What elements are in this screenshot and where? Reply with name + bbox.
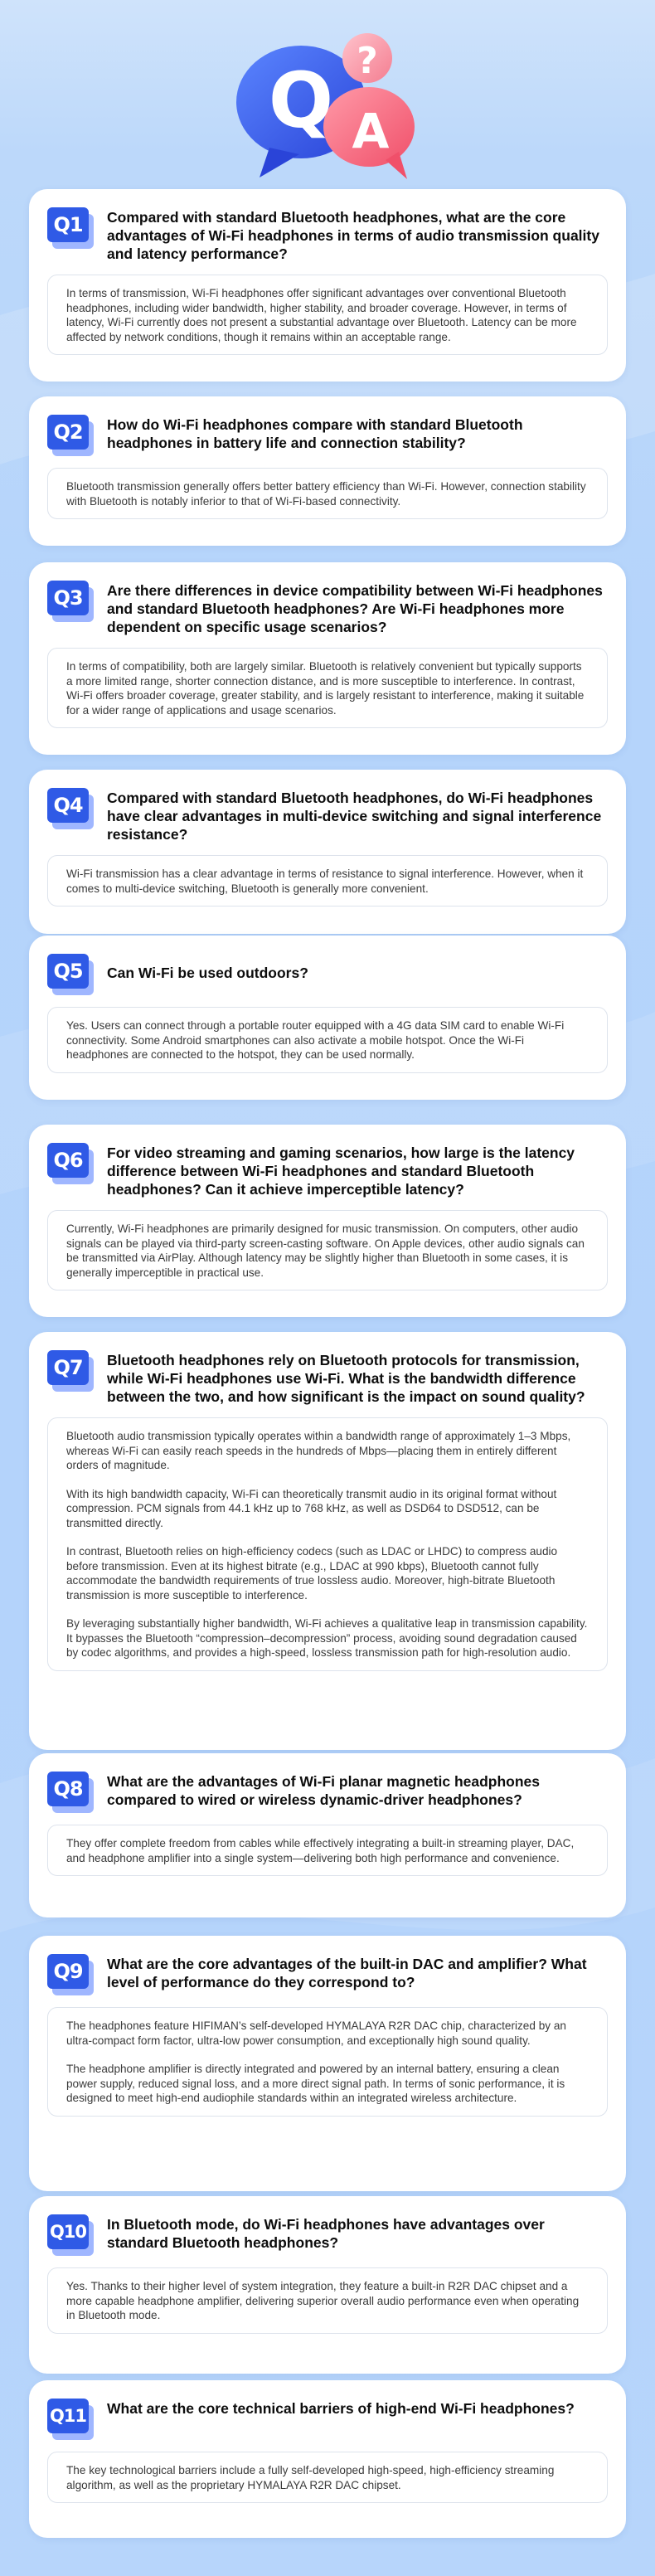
faq-card-q7 bbox=[29, 1332, 626, 1750]
answer-text: Bluetooth transmission generally offers better battery efficiency than Wi-Fi. However, connection stability with Bluetooth is notably inferior to that of Wi-Fi-based connectivity. bbox=[66, 480, 586, 508]
hero-a-letter: A bbox=[352, 103, 390, 159]
answer-text: In terms of compatibility, both are largely similar. Bluetooth is relatively convenient but typically supports a more limited range, shorter connection distance, and is more susceptible to interference. In contrast, Wi-Fi offers broader coverage, greater stability, and is largely resistant to interference, making it suitable for a wider range of applications and usage scenarios. bbox=[66, 660, 585, 717]
question-text: What are the advantages of Wi-Fi planar magnetic headphones compared to wired or wireless dynamic-driver headphones? bbox=[107, 1773, 541, 1808]
answer-text: Wi-Fi transmission has a clear advantage in terms of resistance to signal interference. However, when it comes to multi-device switching, Bluetooth is generally more convenient. bbox=[66, 868, 584, 895]
question-text: Compared with standard Bluetooth headphones, what are the core advantages of Wi-Fi headphones in terms of audio transmission quality and latency performance? bbox=[107, 209, 599, 262]
answer-box bbox=[47, 275, 608, 355]
question-badge bbox=[47, 1350, 94, 1392]
badge-label: Q11 bbox=[47, 2399, 89, 2433]
faq-card-q5 bbox=[29, 936, 626, 1100]
answer-text: The headphone amplifier is directly integrated and powered by an internal battery, ensuring a clean power supply, reduced signal loss, and a more direct signal path. In terms of sonic performance, it is designed to meet high-end audiophile standards within an integrated wireless architecture. bbox=[66, 2063, 565, 2104]
faq-card-q1 bbox=[29, 189, 626, 382]
faq-card-q2 bbox=[29, 396, 626, 546]
badge-label: Q6 bbox=[47, 1143, 89, 1178]
answer-box bbox=[47, 648, 608, 728]
badge-label: Q5 bbox=[47, 954, 89, 989]
question-text: For video streaming and gaming scenarios, how large is the latency difference between Wi-Fi headphones and standard Bluetooth headphones? Can it achieve imperceptible latency? bbox=[107, 1145, 575, 1198]
answer-box bbox=[47, 2452, 608, 2503]
question-text: Can Wi-Fi be used outdoors? bbox=[107, 965, 308, 981]
badge-label: Q4 bbox=[47, 788, 89, 823]
badge-label: Q1 bbox=[47, 207, 89, 242]
answer-box bbox=[47, 1007, 608, 1073]
badge-label: Q3 bbox=[47, 581, 89, 615]
question-text: Are there differences in device compatibility between Wi-Fi headphones and standard Bluetooth headphones? Are Wi-Fi headphones more dependent on specific usage scenarios? bbox=[107, 582, 603, 635]
faq-card-q8 bbox=[29, 1753, 626, 1917]
answer-text: In contrast, Bluetooth relies on high-efficiency codecs (such as LDAC or LHDC) to compress audio before transmission. Even at its highest bitrate (e.g., LDAC at 990 kbps), Bluetooth cannot fully accommodate the bandwidth requirements of true lossless audio. Moreover, high-bitrate Bluetooth transmission is more susceptible to interference. bbox=[66, 1545, 558, 1601]
faq-card-q10 bbox=[29, 2196, 626, 2374]
answer-text: With its high bandwidth capacity, Wi-Fi can theoretically transmit audio in its original format without compression. PCM signals from 44.1 kHz up to 768 kHz, as well as DSD64 to DSD512, can be transmitted directly. bbox=[66, 1487, 557, 1529]
badge-label: Q10 bbox=[47, 2214, 89, 2249]
answer-box bbox=[47, 2007, 608, 2117]
question-badge bbox=[47, 415, 94, 456]
answer-box bbox=[47, 855, 608, 906]
faq-card-q6 bbox=[29, 1125, 626, 1317]
faq-card-q3 bbox=[29, 562, 626, 755]
question-badge bbox=[47, 2399, 94, 2440]
answer-text: The headphones feature HIFIMAN’s self-developed HYMALAYA R2R DAC chip, characterized by an ultra-compact form factor, ultra-low power consumption, and exceptionally high sound quality. bbox=[66, 2019, 566, 2047]
faq-card-q11 bbox=[29, 2380, 626, 2538]
question-text: Compared with standard Bluetooth headphones, do Wi-Fi headphones have clear advantages in multi-device switching and signal interference resistance? bbox=[107, 790, 602, 843]
answer-box bbox=[47, 2267, 608, 2334]
question-text: What are the core advantages of the built-in DAC and amplifier? What level of performance do they correspond to? bbox=[107, 1956, 587, 1990]
answer-box bbox=[47, 1417, 608, 1671]
question-text: Bluetooth headphones rely on Bluetooth protocols for transmission, while Wi-Fi headphones use Wi-Fi. What is the bandwidth difference between the two, and how significant is the impact on sound quality? bbox=[107, 1352, 585, 1405]
faq-card-q4 bbox=[29, 770, 626, 934]
badge-label: Q7 bbox=[47, 1350, 89, 1385]
answer-text: Currently, Wi-Fi headphones are primarily designed for music transmission. On computers, other audio signals can be played via third-party screen-casting software. On Apple devices, other audio signals can be transmitted via AirPlay. Although latency may be slightly higher than Bluetooth in some cases, it is generally imperceptible in practical use. bbox=[66, 1222, 585, 1279]
badge-label: Q2 bbox=[47, 415, 89, 450]
question-badge bbox=[47, 2214, 94, 2256]
answer-text: They offer complete freedom from cables while effectively integrating a built-in streaming player, DAC, and headphone amplifier into a single system—delivering both high performance and convenience. bbox=[66, 1837, 575, 1864]
qa-hero-icon bbox=[220, 15, 435, 181]
question-badge bbox=[47, 954, 94, 995]
question-badge bbox=[47, 1143, 94, 1184]
question-badge bbox=[47, 581, 94, 622]
hero-q-letter: Q bbox=[268, 56, 334, 145]
answer-text: In terms of transmission, Wi-Fi headphones offer significant advantages over conventional Bluetooth headphones, including wider bandwidth, higher stability, and broader coverage. However, in terms of latency, Wi-Fi currently does not present a substantial advantage over Bluetooth. Latency can be more affected by network conditions, though it remains within an acceptable range. bbox=[66, 287, 577, 343]
answer-box bbox=[47, 1825, 608, 1876]
answer-text: Yes. Thanks to their higher level of system integration, they feature a built-in R2R DAC chipset and a more capable headphone amplifier, delivering superior overall audio performance even when operating in Bluetooth mode. bbox=[66, 2280, 580, 2321]
answer-text: Yes. Users can connect through a portable router equipped with a 4G data SIM card to enable Wi-Fi connectivity. Some Android smartphones can also activate a mobile hotspot. Once the Wi-Fi headphones are connected to the hotspot, they can be used normally. bbox=[66, 1019, 565, 1061]
question-badge bbox=[47, 1772, 94, 1813]
question-text: In Bluetooth mode, do Wi-Fi headphones have advantages over standard Bluetooth headphones? bbox=[107, 2216, 545, 2251]
question-badge bbox=[47, 207, 94, 249]
answer-text: Bluetooth audio transmission typically operates within a bandwidth range of approximately 1–3 Mbps, whereas Wi-Fi can easily reach speeds in the hundreds of Mbps—placing them in entirely different orders of magnitude. bbox=[66, 1430, 571, 1471]
badge-label: Q9 bbox=[47, 1954, 89, 1989]
question-badge bbox=[47, 1954, 94, 1995]
answer-box bbox=[47, 468, 608, 519]
question-text: What are the core technical barriers of high-end Wi-Fi headphones? bbox=[107, 2400, 575, 2417]
answer-text: By leveraging substantially higher bandwidth, Wi-Fi achieves a qualitative leap in transmission capability. It bypasses the Bluetooth “compression–decompression” process, avoiding sound degradation caused by codec algorithms, and provides a high-speed, lossless transmission path for high-resolution audio. bbox=[66, 1617, 588, 1659]
question-badge bbox=[47, 788, 94, 829]
answer-box bbox=[47, 1210, 608, 1290]
answer-text: The key technological barriers include a fully self-developed high-speed, high-efficiency streaming algorithm, as well as the proprietary HYMALAYA R2R DAC chipset. bbox=[66, 2464, 555, 2491]
badge-label: Q8 bbox=[47, 1772, 89, 1806]
question-text: How do Wi-Fi headphones compare with standard Bluetooth headphones in battery life and connection stability? bbox=[107, 416, 523, 451]
hero-question-mark: ? bbox=[357, 40, 378, 82]
faq-card-q9 bbox=[29, 1936, 626, 2191]
